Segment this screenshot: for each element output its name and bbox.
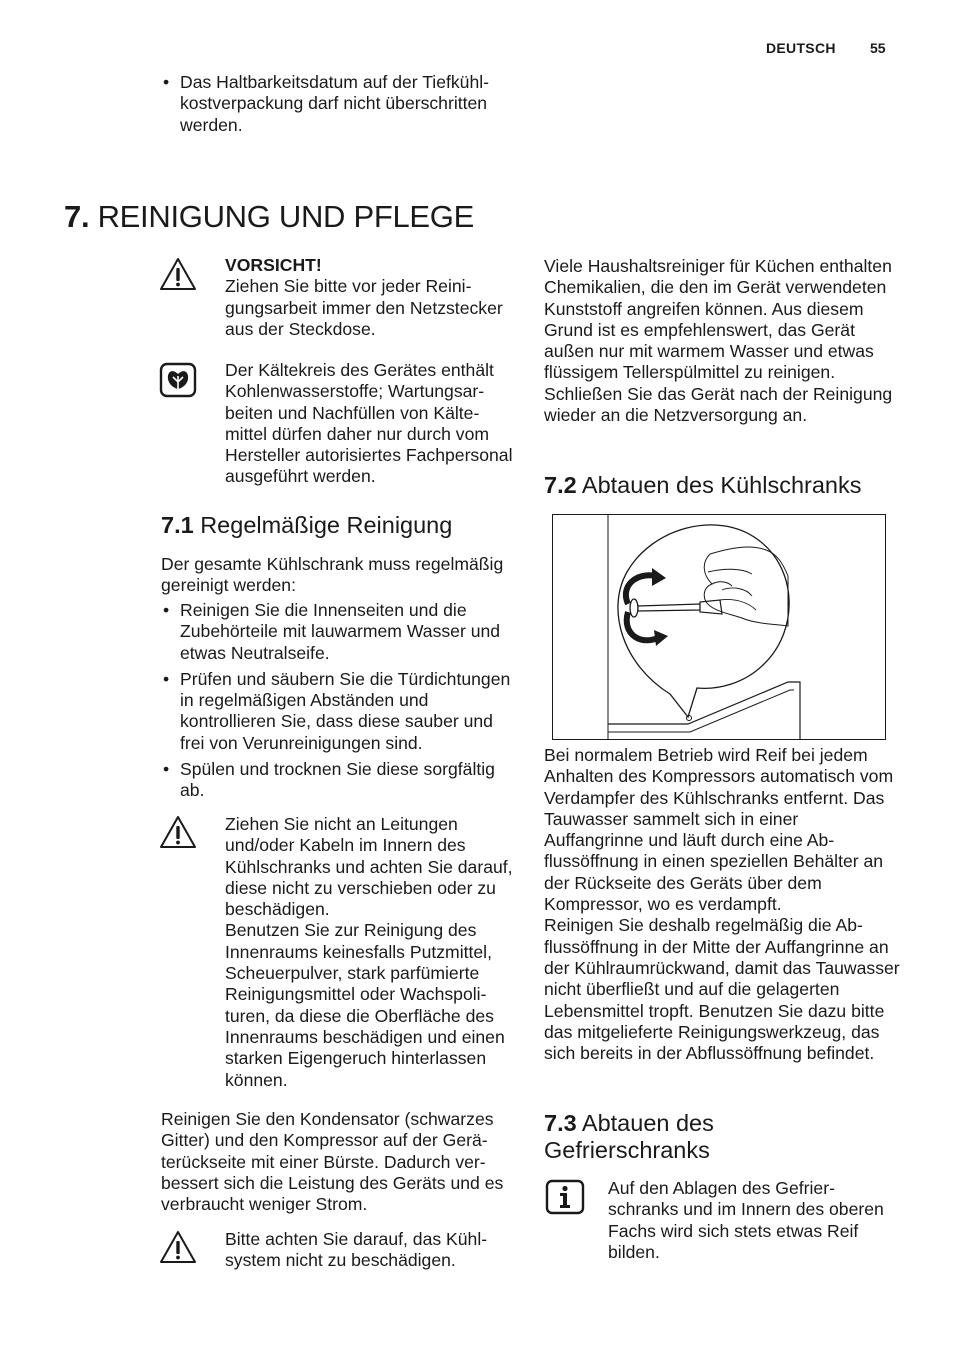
caution-block bbox=[225, 255, 515, 340]
list-item: • Spülen und trocknen Sie diese sorgfältig ab. bbox=[161, 759, 519, 802]
caution-text: Ziehen Sie bitte vor jeder Reinigungsarbeit immer den Netzstecker aus der Steckdose. bbox=[225, 276, 503, 339]
warning-block-1 bbox=[225, 814, 517, 1091]
section-title-text: Abtauen des bbox=[581, 1110, 714, 1136]
section-number: 7.2 bbox=[544, 472, 577, 498]
section-title-7-2 bbox=[544, 472, 861, 499]
section-title-text: Abtauen des Kühlschranks bbox=[581, 472, 862, 498]
paragraph: Schließen Sie das Gerät nach der Reinigung wieder an die Netzversorgung an. bbox=[544, 383, 893, 426]
chapter-number: 7. bbox=[64, 199, 90, 234]
list-item: • Prüfen und säubern Sie die Türdichtungen in regelmäßigen Abständen und kontrollieren Sie, dass diese sauber und frei von Verunreinigungen sind. bbox=[161, 669, 519, 754]
chapter-title bbox=[64, 199, 474, 235]
right-column-intro bbox=[544, 256, 900, 426]
warning-text-3: Bitte achten Sie darauf, das Kühlsystem nicht zu beschädigen. bbox=[225, 1229, 488, 1271]
paragraph: Bei normalem Betrieb wird Reif bei jedem Anhalten des Kompressors automatisch vom Verdampfer des Kühlschranks entfernt. Das Tauwasser sammelt sich in einer Auffangrinne und läuft durch eine Abflussöffnung in einen speziellen Behälter an der Rückseite des Geräts über dem Kompressor, wo es verdampft. bbox=[544, 745, 894, 915]
section-title-7-1 bbox=[161, 512, 452, 539]
warning-text: Ziehen Sie nicht an Leitungen und/oder Kabeln im Innern des Kühlschranks und achten Sie darauf, diese nicht zu verschieben oder zu beschädigen. bbox=[225, 814, 513, 920]
warning-triangle-icon bbox=[159, 257, 197, 291]
warning-triangle-icon bbox=[159, 815, 197, 849]
list-item: • Reinigen Sie die Innenseiten und die Zubehörteile mit lauwarmem Wasser und etwas Neutralseife. bbox=[161, 600, 519, 664]
section-number: 7.1 bbox=[161, 512, 194, 538]
defrost-illustration bbox=[552, 514, 888, 742]
info-text: Auf den Ablagen des Gefrierschranks und im Innern des oberen Fachs wird sich stets etwas Reif bilden. bbox=[608, 1178, 884, 1262]
list-item: • Das Haltbarkeitsdatum auf der Tiefkühlkostverpackung darf nicht überschritten werden. bbox=[161, 72, 517, 136]
section-title-7-3 bbox=[544, 1110, 714, 1164]
paragraph: Viele Haushaltsreiniger für Küchen enthalten Chemikalien, die den im Gerät verwendeten Kunststoff angreifen können. Aus diesem Grund ist es empfehlenswert, das Gerät außen nur mit warmem Wasser und etwas flüssigem Tellerspülmittel zu reinigen. bbox=[544, 256, 892, 383]
top-bullet-list bbox=[161, 72, 517, 141]
environment-icon bbox=[159, 362, 197, 398]
warning-text: Benutzen Sie zur Reinigung des Innenraums keinesfalls Putzmittel, Scheuerpulver, stark parfümierte Reinigungsmittel oder Wachspolituren, da diese die Oberfläche des Innenraums beschädigen und einen starken Eigengeruch hinterlassen können. bbox=[225, 920, 505, 1090]
cleaning-bullet-list bbox=[161, 600, 519, 807]
page-number: 55 bbox=[870, 40, 886, 56]
warning-triangle-icon bbox=[159, 1230, 197, 1264]
section-number: 7.3 bbox=[544, 1110, 577, 1136]
eco-note: Der Kältekreis des Gerätes enthält Kohlenwasserstoffe; Wartungsarbeiten und Nachfüllen von Kältemittel dürfen daher nur durch vom Hersteller autorisiertes Fachpersonal ausgeführt werden. bbox=[225, 360, 513, 487]
section-title-text: Gefrierschranks bbox=[544, 1137, 710, 1163]
section-title-text: Regelmäßige Reinigung bbox=[200, 512, 453, 538]
condenser-text: Reinigen Sie den Kondensator (schwarzes Gitter) und den Kompressor auf der Geräterückseite mit einer Bürste. Dadurch verbessert sich die Leistung des Geräts und es verbraucht weniger Strom. bbox=[161, 1109, 504, 1215]
header-language: DEUTSCH bbox=[766, 40, 836, 56]
caution-title: VORSICHT! bbox=[225, 255, 322, 275]
info-icon bbox=[545, 1179, 585, 1215]
paragraph: Reinigen Sie deshalb regelmäßig die Abflussöffnung in der Mitte der Auffangrinne an der Kühlraumrückwand, damit das Tauwasser nicht überfließt und auf die gelagerten Lebensmittel tropft. Benutzen Sie dazu bitte das mitgelieferte Reinigungswerkzeug, das sich bereits in der Abflussöffnung befindet. bbox=[544, 915, 900, 1064]
section-7-1-intro: Der gesamte Kühlschrank muss regelmäßig gereinigt werden: bbox=[161, 554, 504, 596]
section-7-2-body bbox=[544, 745, 900, 1064]
chapter-title-text: REINIGUNG UND PFLEGE bbox=[97, 199, 474, 234]
